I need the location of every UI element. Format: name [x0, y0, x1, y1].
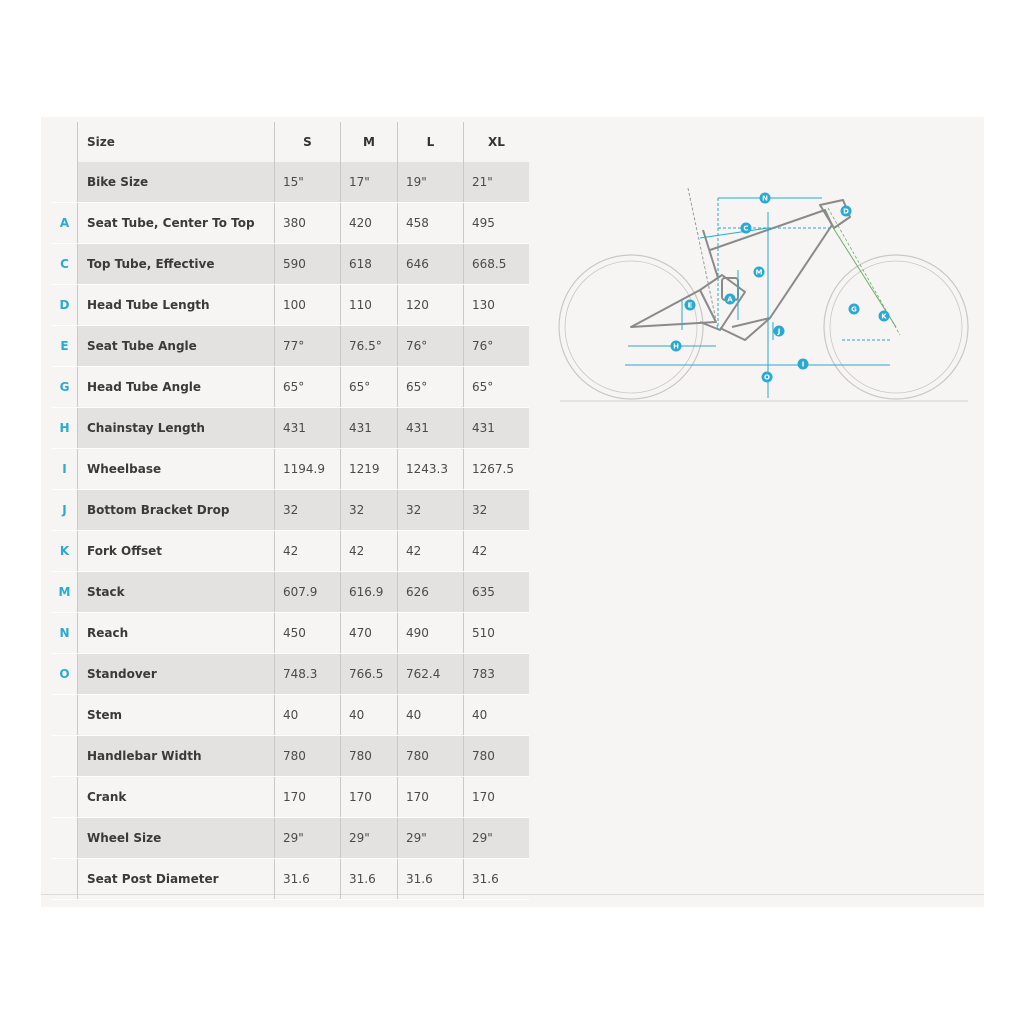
row-value-m: 1219 [341, 449, 398, 490]
row-value-s: 31.6 [275, 859, 341, 900]
row-value-l: 626 [398, 572, 464, 613]
row-value-m: 420 [341, 203, 398, 244]
row-value-m: 32 [341, 490, 398, 531]
marker-label: D [843, 207, 849, 216]
row-letter [52, 777, 78, 818]
marker-g [849, 304, 860, 315]
row-name: Bottom Bracket Drop [78, 490, 275, 531]
row-value-s: 607.9 [275, 572, 341, 613]
row-value-l: 1243.3 [398, 449, 464, 490]
table-row [52, 695, 529, 736]
row-letter [52, 736, 78, 777]
row-name: Head Tube Length [78, 285, 275, 326]
row-value-s: 380 [275, 203, 341, 244]
row-letter: K [52, 531, 78, 572]
row-value-l: 76° [398, 326, 464, 367]
marker-m [754, 267, 765, 278]
header-size-l: L [398, 122, 464, 162]
row-value-l: 40 [398, 695, 464, 736]
marker-label: H [673, 342, 679, 351]
marker-label: O [764, 373, 770, 382]
row-value-l: 31.6 [398, 859, 464, 900]
row-value-xl: 668.5 [464, 244, 530, 285]
header-size-xl: XL [464, 122, 530, 162]
row-letter: H [52, 408, 78, 449]
table-row [52, 654, 529, 695]
row-value-xl: 21" [464, 162, 530, 203]
row-letter [52, 859, 78, 900]
header-size-m: M [341, 122, 398, 162]
row-name: Bike Size [78, 162, 275, 203]
row-value-s: 77° [275, 326, 341, 367]
row-name: Top Tube, Effective [78, 244, 275, 285]
row-value-xl: 780 [464, 736, 530, 777]
marker-e [685, 300, 696, 311]
row-letter: G [52, 367, 78, 408]
table-row [52, 285, 529, 326]
row-name: Wheel Size [78, 818, 275, 859]
row-value-m: 110 [341, 285, 398, 326]
row-value-xl: 31.6 [464, 859, 530, 900]
header-letter-cell [52, 122, 78, 162]
row-value-xl: 130 [464, 285, 530, 326]
row-name: Crank [78, 777, 275, 818]
row-value-m: 766.5 [341, 654, 398, 695]
marker-j [774, 326, 785, 337]
marker-label: M [755, 268, 763, 277]
marker-label: K [881, 312, 887, 321]
row-value-m: 31.6 [341, 859, 398, 900]
marker-a [725, 294, 736, 305]
row-value-s: 450 [275, 613, 341, 654]
row-value-l: 32 [398, 490, 464, 531]
row-letter: M [52, 572, 78, 613]
table-row [52, 162, 529, 203]
row-letter: C [52, 244, 78, 285]
row-letter [52, 162, 78, 203]
row-value-s: 42 [275, 531, 341, 572]
row-value-s: 29" [275, 818, 341, 859]
marker-label: E [687, 301, 693, 310]
row-letter [52, 818, 78, 859]
marker-label: A [727, 295, 733, 304]
marker-label: G [851, 305, 857, 314]
marker-label: I [801, 360, 805, 369]
marker-c [741, 223, 752, 234]
row-value-s: 431 [275, 408, 341, 449]
marker-i [798, 359, 809, 370]
row-value-m: 42 [341, 531, 398, 572]
row-value-s: 65° [275, 367, 341, 408]
header-size-s: S [275, 122, 341, 162]
row-name: Chainstay Length [78, 408, 275, 449]
row-name: Seat Post Diameter [78, 859, 275, 900]
row-name: Stack [78, 572, 275, 613]
row-name: Seat Tube Angle [78, 326, 275, 367]
table-row [52, 531, 529, 572]
row-value-l: 29" [398, 818, 464, 859]
row-value-s: 170 [275, 777, 341, 818]
row-value-l: 170 [398, 777, 464, 818]
table-row [52, 818, 529, 859]
row-value-xl: 76° [464, 326, 530, 367]
table-row [52, 449, 529, 490]
row-value-xl: 40 [464, 695, 530, 736]
row-value-m: 65° [341, 367, 398, 408]
row-name: Standover [78, 654, 275, 695]
row-value-s: 32 [275, 490, 341, 531]
row-value-xl: 431 [464, 408, 530, 449]
row-value-m: 170 [341, 777, 398, 818]
table-row [52, 408, 529, 449]
row-value-m: 29" [341, 818, 398, 859]
row-letter: A [52, 203, 78, 244]
row-value-xl: 635 [464, 572, 530, 613]
row-value-m: 76.5° [341, 326, 398, 367]
marker-d [841, 206, 852, 217]
row-value-m: 616.9 [341, 572, 398, 613]
dimension-lines [625, 198, 892, 398]
row-letter: E [52, 326, 78, 367]
marker-k [879, 311, 890, 322]
row-name: Stem [78, 695, 275, 736]
row-name: Fork Offset [78, 531, 275, 572]
row-name: Head Tube Angle [78, 367, 275, 408]
table-row [52, 203, 529, 244]
row-value-xl: 32 [464, 490, 530, 531]
row-value-xl: 495 [464, 203, 530, 244]
row-value-m: 470 [341, 613, 398, 654]
table-row [52, 572, 529, 613]
row-value-s: 15" [275, 162, 341, 203]
row-letter: D [52, 285, 78, 326]
table-row [52, 736, 529, 777]
marker-o [762, 372, 773, 383]
row-value-l: 431 [398, 408, 464, 449]
row-value-xl: 1267.5 [464, 449, 530, 490]
row-value-xl: 65° [464, 367, 530, 408]
row-value-m: 618 [341, 244, 398, 285]
row-value-l: 490 [398, 613, 464, 654]
row-name: Reach [78, 613, 275, 654]
geometry-table [52, 122, 529, 900]
row-name: Wheelbase [78, 449, 275, 490]
row-letter: O [52, 654, 78, 695]
row-value-m: 780 [341, 736, 398, 777]
row-value-xl: 29" [464, 818, 530, 859]
row-value-l: 19" [398, 162, 464, 203]
marker-label: N [762, 194, 768, 203]
table-row [52, 244, 529, 285]
row-value-l: 646 [398, 244, 464, 285]
row-value-l: 780 [398, 736, 464, 777]
table-row [52, 367, 529, 408]
row-letter: J [52, 490, 78, 531]
table-row [52, 859, 529, 900]
row-letter: N [52, 613, 78, 654]
row-value-s: 590 [275, 244, 341, 285]
row-value-l: 42 [398, 531, 464, 572]
row-name: Handlebar Width [78, 736, 275, 777]
row-letter [52, 695, 78, 736]
row-value-xl: 510 [464, 613, 530, 654]
table-row [52, 777, 529, 818]
row-value-xl: 42 [464, 531, 530, 572]
row-value-xl: 170 [464, 777, 530, 818]
table-row [52, 613, 529, 654]
bike-geometry-diagram [556, 180, 972, 410]
header-size-label: Size [78, 122, 275, 162]
row-value-l: 65° [398, 367, 464, 408]
marker-h [671, 341, 682, 352]
row-value-l: 762.4 [398, 654, 464, 695]
row-letter: I [52, 449, 78, 490]
row-name: Seat Tube, Center To Top [78, 203, 275, 244]
row-value-s: 780 [275, 736, 341, 777]
row-value-s: 40 [275, 695, 341, 736]
table-header-row [52, 122, 529, 162]
row-value-l: 458 [398, 203, 464, 244]
row-value-s: 100 [275, 285, 341, 326]
row-value-m: 40 [341, 695, 398, 736]
row-value-xl: 783 [464, 654, 530, 695]
row-value-s: 748.3 [275, 654, 341, 695]
row-value-l: 120 [398, 285, 464, 326]
marker-label: C [743, 224, 749, 233]
marker-label: J [777, 327, 781, 336]
row-value-s: 1194.9 [275, 449, 341, 490]
row-value-m: 431 [341, 408, 398, 449]
row-value-m: 17" [341, 162, 398, 203]
table-row [52, 490, 529, 531]
marker-n [760, 193, 771, 204]
table-row [52, 326, 529, 367]
